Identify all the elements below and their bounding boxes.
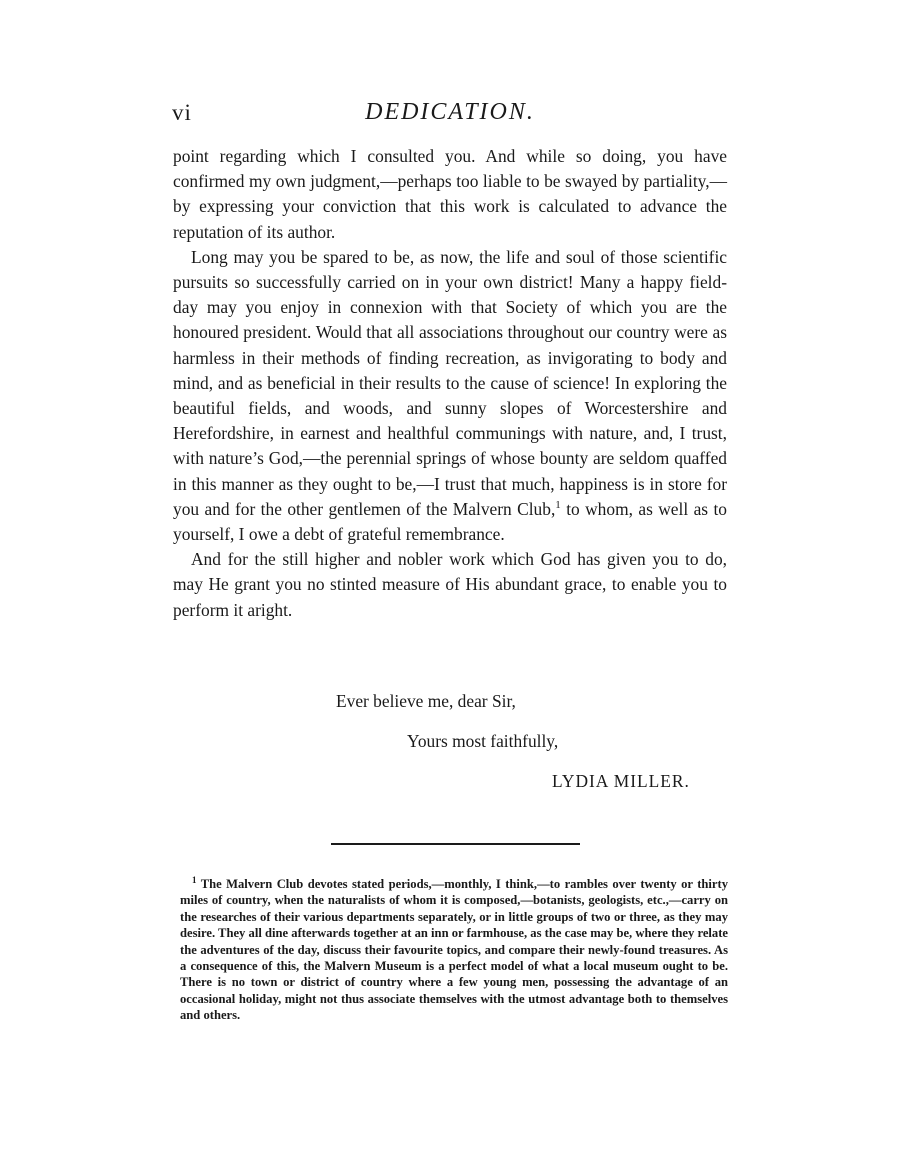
dedication-body (173, 144, 727, 623)
footnote-divider (331, 843, 580, 845)
footnote-mark: 1 (192, 874, 197, 885)
footnote-text: The Malvern Club devotes stated periods,—monthly, I think,—to rambles over twenty or thirty miles of country, when the naturalists of whom it is composed,—botanists, geologists, etc.,—carry on the researches of their various departments separately, or in little groups of two or three, as they may desire. They all dine afterwards together at an inn or farmhouse, as the case may be, where they relate the adventures of the day, discuss their favourite topics, and compare their newly-found treasures. As a consequence of this, the Malvern Museum is a perfect model of what a local museum ought to be. There is no town or district of country where a few young men, possessing the advantage of an occasional holiday, might not thus associate themselves with the utmost advantage both to themselves and others. (180, 877, 728, 1023)
paragraph-2 (173, 245, 727, 547)
footnote-reference: 1 (555, 499, 561, 512)
paragraph-2-text-a: Long may you be spared to be, as now, the life and soul of those scientific pursuits so successfully carried on in your own district! Many a happy field-day may you enjoy in connexion with that Society of which you are the honoured president. Would that all associations throughout our country were as harmless in their methods of finding recreation, as invigorating to body and mind, and as beneficial in their results to the cause of science! In exploring the beautiful fields, and woods, and sunny slopes of Worcestershire and Herefordshire, in earnest and healthful communings with nature, and, I trust, with nature’s God,—the perennial springs of whose bounty are seldom quaffed in this manner as they ought to be,—I trust that much, happiness is in store for you and for the other gentlemen of the Malvern Club, (173, 246, 727, 519)
closing-valediction: Yours most faithfully, (407, 731, 559, 751)
signature: LYDIA MILLER. (552, 771, 690, 791)
closing-salutation: Ever believe me, dear Sir, (336, 691, 516, 711)
paragraph-2-text-b: to whom, as well as to yourself, I owe a debt of grateful remembrance. (173, 498, 727, 545)
paragraph-1: point regarding which I consulted you. And while so doing, you have confirmed my own judgment,—perhaps too liable to be swayed by partiality,—by expressing your conviction that this work is calculated to advance the reputation of its author. (173, 146, 727, 242)
paragraph-3: And for the still higher and nobler work which God has given you to do, may He grant you no stinted measure of His abundant grace, to enable you to perform it aright. (173, 549, 727, 620)
page-number: vi (172, 100, 192, 125)
running-head: DEDICATION. (365, 99, 535, 125)
footnote (180, 876, 728, 1024)
